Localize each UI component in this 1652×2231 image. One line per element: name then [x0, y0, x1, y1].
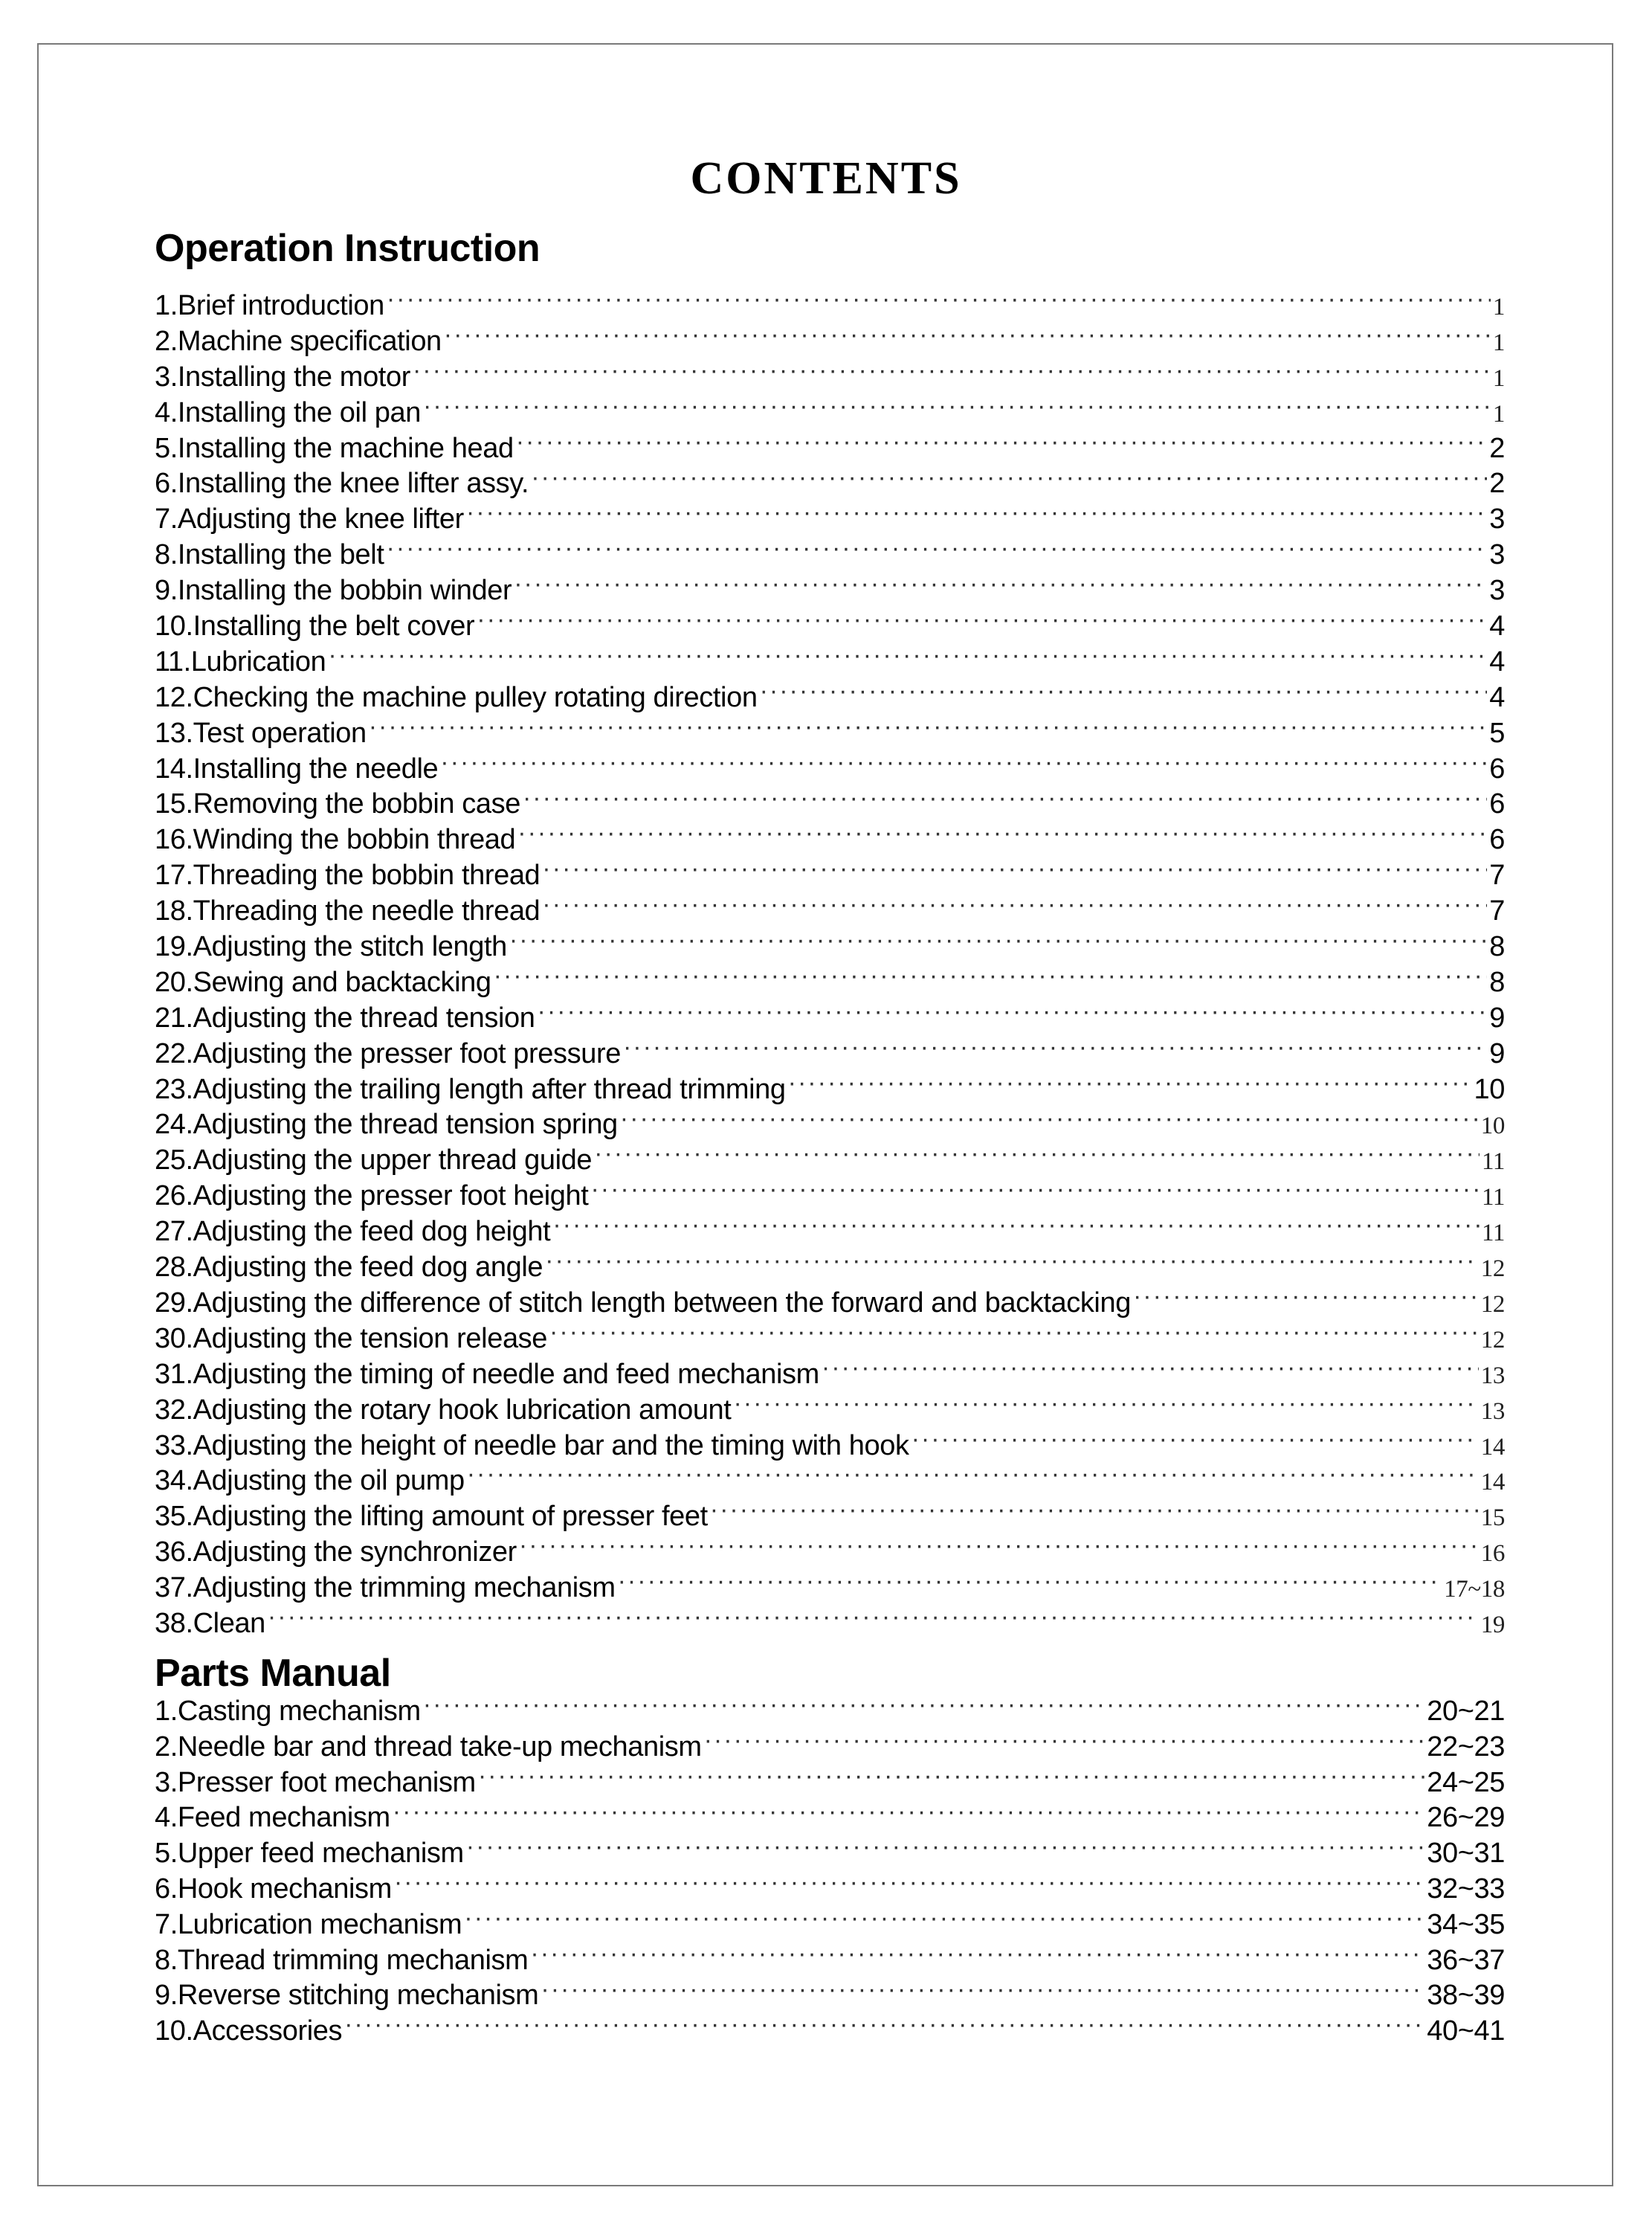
operation-toc-entry-title: 28.Adjusting the feed dog angle — [155, 1252, 543, 1284]
operation-toc-entry-title: 9.Installing the bobbin winder — [155, 575, 512, 607]
dot-leader — [530, 1941, 1424, 1969]
operation-toc-entry-title: 5.Installing the machine head — [155, 432, 514, 464]
dot-leader — [413, 358, 1491, 386]
operation-toc-entry-title: 32.Adjusting the rotary hook lubrication amount — [155, 1394, 732, 1426]
operation-toc-entry-page-number: 15 — [1480, 1504, 1505, 1532]
operation-toc-entry[interactable] — [155, 643, 1505, 678]
operation-toc-entry-page-number: 2 — [1489, 468, 1505, 500]
operation-toc-entry-title: 6.Installing the knee lifter assy. — [155, 468, 529, 500]
dot-leader — [542, 892, 1487, 920]
operation-toc-entry[interactable] — [155, 464, 1505, 500]
operation-toc-entry-title: 7.Adjusting the knee lifter — [155, 503, 464, 535]
operation-toc-entry-title: 13.Test operation — [155, 717, 367, 749]
dot-leader — [594, 1141, 1480, 1169]
dot-leader — [514, 571, 1487, 599]
dot-leader — [423, 393, 1491, 422]
parts-toc-entry-page-number: 40~41 — [1427, 2015, 1505, 2047]
operation-toc-entry-title: 12.Checking the machine pulley rotating direction — [155, 681, 758, 713]
operation-toc-entry-title: 3.Installing the motor — [155, 361, 410, 393]
operation-toc-entry-page-number: 14 — [1480, 1433, 1505, 1461]
operation-toc-entry-title: 11.Lubrication — [155, 646, 326, 677]
operation-instruction-heading: Operation Instruction — [155, 227, 541, 270]
operation-toc-entry-page-number: 7 — [1489, 860, 1505, 892]
operation-toc-entry[interactable] — [155, 785, 1505, 820]
operation-toc-entry[interactable] — [155, 1176, 1505, 1212]
parts-toc-entry-title: 1.Casting mechanism — [155, 1696, 421, 1727]
dot-leader — [423, 1692, 1424, 1720]
parts-toc-entry-page-number: 36~37 — [1427, 1944, 1505, 1976]
operation-toc-entry-page-number: 4 — [1489, 611, 1505, 643]
dot-leader — [268, 1604, 1479, 1632]
operation-toc-entry-page-number: 7 — [1489, 895, 1505, 927]
dot-leader — [509, 927, 1487, 956]
parts-toc-entry[interactable] — [155, 1763, 1505, 1799]
operation-toc-entry-title: 8.Installing the belt — [155, 539, 384, 571]
page-title: CONTENTS — [690, 153, 962, 204]
dot-leader — [542, 856, 1487, 884]
operation-toc-entry[interactable] — [155, 322, 1505, 358]
operation-toc-entry[interactable] — [155, 1391, 1505, 1426]
operation-toc-entry-page-number: 9 — [1489, 1002, 1505, 1034]
operation-toc-entry-page-number: 1 — [1492, 294, 1505, 321]
operation-toc-entry-page-number: 3 — [1489, 539, 1505, 571]
operation-toc-entry-page-number: 19 — [1480, 1611, 1505, 1638]
operation-toc-entry[interactable] — [155, 358, 1505, 393]
dot-leader — [466, 1834, 1425, 1862]
operation-toc-entry[interactable] — [155, 1568, 1505, 1604]
operation-toc-entry-page-number: 17~18 — [1444, 1576, 1505, 1603]
dot-leader — [387, 286, 1491, 315]
operation-toc-entry-title: 19.Adjusting the stitch length — [155, 931, 507, 963]
parts-toc-entry-title: 2.Needle bar and thread take-up mechanism — [155, 1731, 702, 1762]
operation-toc-entry-title: 4.Installing the oil pan — [155, 396, 421, 428]
operation-toc-entry-title: 24.Adjusting the thread tension spring — [155, 1109, 618, 1141]
operation-toc-entry-page-number: 11 — [1482, 1184, 1505, 1211]
dot-leader — [519, 1533, 1479, 1561]
parts-toc-entry-title: 3.Presser foot mechanism — [155, 1766, 476, 1798]
operation-toc-entry-page-number: 8 — [1489, 966, 1505, 998]
operation-toc-entry[interactable] — [155, 1319, 1505, 1355]
parts-toc-entry-page-number: 34~35 — [1427, 1908, 1505, 1940]
operation-toc-entry[interactable] — [155, 1248, 1505, 1284]
operation-toc-entry-page-number: 12 — [1480, 1255, 1505, 1283]
operation-toc-entry-page-number: 10 — [1480, 1113, 1505, 1140]
operation-toc-entry-page-number: 16 — [1480, 1540, 1505, 1568]
operation-toc-entry[interactable] — [155, 1497, 1505, 1533]
dot-leader — [516, 429, 1488, 457]
operation-toc-entry-page-number: 2 — [1489, 432, 1505, 464]
operation-toc-entry-page-number: 6 — [1489, 824, 1505, 856]
operation-toc-entry[interactable] — [155, 1070, 1505, 1106]
operation-toc-entry[interactable] — [155, 1034, 1505, 1070]
dot-leader — [620, 1105, 1479, 1133]
operation-toc-entry-title: 33.Adjusting the height of needle bar and the timing with hook — [155, 1429, 909, 1461]
operation-toc-entry[interactable] — [155, 286, 1505, 322]
operation-toc-entry[interactable] — [155, 1105, 1505, 1141]
parts-toc-entry[interactable] — [155, 1976, 1505, 2012]
dot-leader — [494, 963, 1488, 991]
operation-toc-entry[interactable] — [155, 1426, 1505, 1462]
dot-leader — [369, 714, 1488, 742]
dot-leader — [541, 1976, 1424, 2004]
operation-toc-entry-title: 15.Removing the bobbin case — [155, 788, 520, 820]
dot-leader — [440, 750, 1487, 778]
operation-toc-entry-page-number: 4 — [1489, 646, 1505, 677]
operation-toc-entry-title: 21.Adjusting the thread tension — [155, 1002, 535, 1034]
dot-leader — [328, 643, 1487, 671]
operation-toc-entry-page-number: 13 — [1480, 1362, 1505, 1389]
operation-toc-entry-title: 36.Adjusting the synchronizer — [155, 1536, 517, 1568]
operation-toc-entry[interactable] — [155, 1604, 1505, 1640]
operation-toc-entry-page-number: 8 — [1489, 931, 1505, 963]
operation-toc-entry-title: 25.Adjusting the upper thread guide — [155, 1145, 593, 1176]
operation-toc-entry[interactable] — [155, 678, 1505, 714]
dot-leader — [466, 500, 1487, 528]
dot-leader — [464, 1905, 1424, 1934]
operation-toc-entry-title: 18.Threading the needle thread — [155, 895, 541, 927]
dot-leader — [623, 1034, 1487, 1063]
operation-toc-entry-page-number: 12 — [1480, 1290, 1505, 1318]
operation-toc-entry-title: 23.Adjusting the trailing length after thread trimming — [155, 1073, 786, 1105]
operation-toc-entry-title: 26.Adjusting the presser foot height — [155, 1180, 589, 1212]
dot-leader — [344, 2012, 1424, 2040]
dot-leader — [552, 1212, 1480, 1240]
parts-toc-entry-title: 8.Thread trimming mechanism — [155, 1944, 529, 1976]
operation-toc-entry-title: 16.Winding the bobbin thread — [155, 824, 516, 856]
operation-toc-entry[interactable] — [155, 963, 1505, 999]
dot-leader — [477, 607, 1487, 635]
parts-toc-entry-title: 4.Feed mechanism — [155, 1802, 390, 1834]
operation-toc-entry-title: 10.Installing the belt cover — [155, 611, 475, 643]
operation-toc-entry-title: 37.Adjusting the trimming mechanism — [155, 1572, 616, 1604]
dot-leader — [760, 678, 1488, 706]
parts-toc-entry[interactable] — [155, 1798, 1505, 1834]
dot-leader — [394, 1870, 1424, 1898]
operation-toc-entry-title: 17.Threading the bobbin thread — [155, 860, 541, 892]
parts-manual-heading: Parts Manual — [155, 1652, 391, 1695]
dot-leader — [733, 1391, 1478, 1419]
operation-toc-entry[interactable] — [155, 607, 1505, 643]
operation-toc-entry[interactable] — [155, 927, 1505, 963]
dot-leader — [1133, 1284, 1479, 1312]
operation-toc-entry[interactable] — [155, 856, 1505, 892]
operation-toc-entry-title: 14.Installing the needle — [155, 753, 439, 785]
operation-toc-entry-page-number: 11 — [1482, 1220, 1505, 1247]
operation-toc-entry-page-number: 3 — [1489, 503, 1505, 535]
operation-toc-entry-page-number: 1 — [1492, 364, 1505, 392]
dot-leader — [618, 1568, 1442, 1597]
operation-toc-entry-page-number: 14 — [1480, 1469, 1505, 1496]
operation-toc-entry[interactable] — [155, 999, 1505, 1034]
operation-toc-entry-page-number: 1 — [1492, 329, 1505, 356]
operation-toc-entry[interactable] — [155, 429, 1505, 465]
operation-toc-entry-page-number: 12 — [1480, 1326, 1505, 1353]
operation-toc-entry[interactable] — [155, 1355, 1505, 1391]
operation-toc-entry-title: 31.Adjusting the timing of needle and feed mechanism — [155, 1358, 819, 1390]
operation-toc-entry-title: 20.Sewing and backtacking — [155, 966, 491, 998]
parts-toc-entry-page-number: 26~29 — [1427, 1802, 1505, 1834]
dot-leader — [467, 1461, 1479, 1490]
dot-leader — [704, 1728, 1425, 1756]
operation-toc-entry-title: 35.Adjusting the lifting amount of presser feet — [155, 1501, 708, 1533]
parts-toc-entry-page-number: 20~21 — [1427, 1696, 1505, 1727]
operation-toc-entry[interactable] — [155, 1284, 1505, 1319]
operation-toc-entry-page-number: 6 — [1489, 753, 1505, 785]
operation-toc-entry-title: 38.Clean — [155, 1607, 265, 1639]
dot-leader — [444, 322, 1491, 350]
parts-toc-entry-page-number: 38~39 — [1427, 1980, 1505, 2012]
operation-toc-entry[interactable] — [155, 1533, 1505, 1568]
operation-toc-entry-title: 27.Adjusting the feed dog height — [155, 1216, 551, 1248]
dot-leader — [538, 999, 1488, 1027]
operation-toc-entry-title: 30.Adjusting the tension release — [155, 1322, 548, 1354]
operation-toc-entry-title: 22.Adjusting the presser foot pressure — [155, 1037, 621, 1069]
dot-leader — [531, 464, 1487, 492]
parts-toc-entry-page-number: 32~33 — [1427, 1873, 1505, 1905]
operation-toc-entry-page-number: 10 — [1474, 1073, 1505, 1105]
operation-toc-entry-page-number: 9 — [1489, 1037, 1505, 1069]
dot-leader — [549, 1319, 1479, 1348]
operation-toc-entry-title: 1.Brief introduction — [155, 290, 384, 321]
dot-leader — [822, 1355, 1479, 1383]
parts-toc-entry[interactable] — [155, 1941, 1505, 1977]
dot-leader — [523, 785, 1487, 813]
operation-toc-entry[interactable] — [155, 1461, 1505, 1497]
operation-toc-entry[interactable] — [155, 892, 1505, 927]
parts-toc-entry-page-number: 22~23 — [1427, 1731, 1505, 1762]
operation-toc-list — [155, 286, 1505, 1640]
operation-toc-entry[interactable] — [155, 750, 1505, 785]
operation-toc-entry[interactable] — [155, 820, 1505, 856]
operation-toc-entry-page-number: 3 — [1489, 575, 1505, 607]
operation-toc-entry[interactable] — [155, 571, 1505, 607]
parts-toc-entry-title: 9.Reverse stitching mechanism — [155, 1980, 539, 2012]
dot-leader — [545, 1248, 1479, 1276]
operation-toc-entry[interactable] — [155, 1212, 1505, 1248]
parts-toc-entry-title: 7.Lubrication mechanism — [155, 1908, 462, 1940]
dot-leader — [590, 1176, 1480, 1205]
dot-leader — [788, 1070, 1472, 1098]
operation-toc-entry-page-number: 13 — [1480, 1397, 1505, 1425]
dot-leader — [517, 820, 1487, 849]
operation-toc-entry[interactable] — [155, 535, 1505, 571]
operation-toc-entry[interactable] — [155, 714, 1505, 750]
parts-toc-entry-page-number: 24~25 — [1427, 1766, 1505, 1798]
operation-toc-entry[interactable] — [155, 1141, 1505, 1176]
operation-toc-entry-page-number: 4 — [1489, 681, 1505, 713]
parts-toc-entry[interactable] — [155, 1692, 1505, 1728]
parts-toc-entry-title: 6.Hook mechanism — [155, 1873, 392, 1905]
operation-toc-entry-page-number: 5 — [1489, 717, 1505, 749]
parts-toc-entry[interactable] — [155, 1728, 1505, 1763]
dot-leader — [386, 535, 1487, 564]
operation-toc-entry[interactable] — [155, 500, 1505, 535]
operation-toc-entry-title: 2.Machine specification — [155, 325, 442, 357]
parts-toc-entry[interactable] — [155, 1870, 1505, 1905]
dot-leader — [393, 1798, 1425, 1826]
parts-toc-list — [155, 1692, 1505, 2047]
operation-toc-entry-page-number: 1 — [1492, 400, 1505, 428]
operation-toc-entry-page-number: 6 — [1489, 788, 1505, 820]
operation-toc-entry-title: 29.Adjusting the difference of stitch length between the forward and backtacking — [155, 1287, 1131, 1319]
operation-toc-entry-page-number: 11 — [1482, 1148, 1505, 1176]
operation-toc-entry[interactable] — [155, 393, 1505, 429]
parts-toc-entry[interactable] — [155, 1834, 1505, 1870]
parts-toc-entry[interactable] — [155, 1905, 1505, 1941]
parts-toc-entry-title: 5.Upper feed mechanism — [155, 1838, 464, 1870]
dot-leader — [911, 1426, 1479, 1455]
operation-toc-entry-title: 34.Adjusting the oil pump — [155, 1465, 465, 1497]
dot-leader — [478, 1763, 1424, 1791]
parts-toc-entry-title: 10.Accessories — [155, 2015, 343, 2047]
parts-toc-entry[interactable] — [155, 2012, 1505, 2047]
parts-toc-entry-page-number: 30~31 — [1427, 1838, 1505, 1870]
dot-leader — [710, 1497, 1479, 1525]
